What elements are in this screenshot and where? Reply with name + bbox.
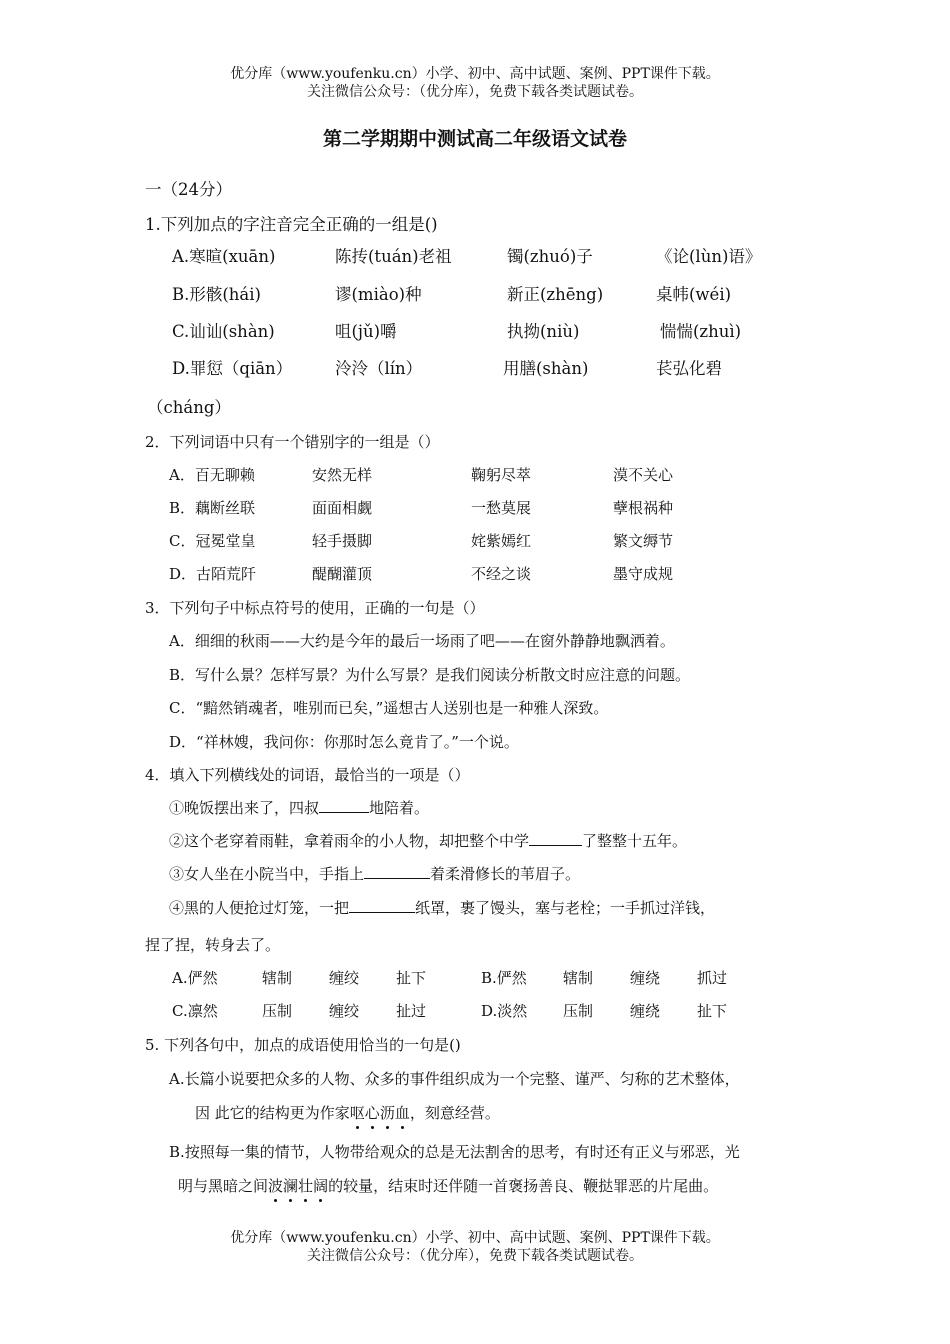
q1-d2: 泠泠（lín） [335,359,423,378]
section-heading: 一（24分） [145,180,232,199]
q1-c4: 惴惴(zhuì) [660,322,742,341]
q1-a3: 镯(zhuó)子 [507,247,593,266]
q5-option-a-line-2 [195,1102,500,1123]
q4-blank-3 [364,864,430,879]
q4-s4-part-b: 纸罩，裹了馒头，塞与老栓；一手抓过洋钱， [415,899,716,917]
q5-b2-part-b: 的较量，结束时还伴随一首褒扬善良、鞭挞罪恶的片尾曲。 [328,1177,719,1195]
q4-blank-1 [319,798,369,813]
q2-d2: 醍醐灌顶 [312,565,373,583]
q4-opt-r2-6: 压制 [563,1002,594,1020]
q2-a2: 安然无样 [312,466,373,484]
q1-tail: （cháng） [147,398,231,417]
q4-sentence-4 [169,897,715,918]
q1-d4: 苌弘化碧 [656,359,722,378]
q4-opt-r2-4: 扯过 [396,1002,427,1020]
q2-b3: 一愁莫展 [471,499,532,517]
q5-a-idiom-text: 呕心沥血 [349,1104,410,1122]
q4-sentence-2 [169,830,687,851]
q5-b2-part-a: 明与黑暗之间 [178,1177,269,1195]
q2-d3: 不经之谈 [471,565,532,583]
q1-d3: 用膳(shàn) [503,359,589,378]
q4-sentence-1 [169,797,429,818]
q1-a2: 陈抟(tuán)老祖 [335,247,452,266]
q5-option-a-line-1: A.长篇小说要把众多的人物、众多的事件组织成为一个完整、谨严、匀称的艺术整体， [169,1070,740,1088]
q4-opt-r1-4: 扯下 [396,969,427,987]
q4-opt-r1-2: 辖制 [262,969,293,987]
q2-a3: 鞠躬尽萃 [471,466,532,484]
q1-b1: B.形骸(hái) [172,285,261,304]
q4-s3-part-b: 着柔滑修长的苇眉子。 [430,865,581,883]
q4-s2-part-b: 了整整十五年。 [582,832,688,850]
q2-a4: 漠不关心 [613,466,674,484]
q4-opt-r1-3: 缠绞 [329,969,360,987]
footer-line-1: 优分库（www.youfenku.cn）小学、初中、高中试题、案例、PPT课件下载。 [230,1230,720,1246]
q1-a4: 《论(lùn)语》 [656,247,762,266]
q4-opt-r1-7: 缠绕 [630,969,661,987]
q4-stem: 4．填入下列横线处的词语，最恰当的一项是（） [145,766,470,784]
q3-option-c: C．“黯然销魂者，唯别而已矣，”遥想古人送别也是一种雅人深致。 [169,699,609,717]
q4-opt-r2-3: 缠绞 [329,1002,360,1020]
q5-option-b-line-2 [178,1175,718,1196]
q1-a1: A.寒暄(xuān) [172,247,276,266]
q3-stem: 3．下列句子中标点符号的使用，正确的一句是（） [145,599,485,617]
q4-opt-r1-6: 辖制 [563,969,594,987]
q4-opt-r1-1: A.俨然 [172,969,218,987]
q5-a2-part-b: ，刻意经营。 [409,1104,500,1122]
q2-d4: 墨守成规 [613,565,674,583]
q4-blank-2 [529,831,582,846]
q5-b-idiom-text: 波澜壮阔 [268,1177,329,1195]
q4-opt-r2-5: D.淡然 [481,1002,528,1020]
q2-c2: 轻手摄脚 [312,532,373,550]
q3-option-b: B．写什么景？怎样写景？为什么写景？是我们阅读分析散文时应注意的问题。 [169,666,691,684]
q3-option-a: A．细细的秋雨——大约是今年的最后一场雨了吧——在窗外静静地飘洒着。 [169,632,675,650]
q2-c1: C．冠冕堂皇 [169,532,256,550]
q2-d1: D．古陌荒阡 [169,565,257,583]
q4-s3-part-a: ③女人坐在小院当中，手指上 [169,865,365,883]
header-line-1: 优分库（www.youfenku.cn）小学、初中、高中试题、案例、PPT课件下载。 [230,66,720,82]
q1-d1: D.罪愆（qiān） [172,359,293,378]
q4-s1-part-a: ①晚饭摆出来了，四叔 [169,799,320,817]
q4-opt-r1-5: B.俨然 [481,969,527,987]
q4-sentence-4-cont: 捏了捏，转身去了。 [145,936,281,954]
q4-s1-part-b: 地陪着。 [369,799,430,817]
footer-line-2: 关注微信公众号：（优分库），免费下载各类试题试卷。 [307,1248,643,1264]
q1-b4: 桌帏(wéi) [656,285,732,304]
q5-stem: 5. 下列各句中，加点的成语使用恰当的一句是() [145,1036,461,1054]
q2-a1: A．百无聊赖 [169,466,255,484]
page-title: 第二学期期中测试高二年级语文试卷 [322,128,627,150]
q3-option-d: D．“祥林嫂，我问你：你那时怎么竟肯了。”一个说。 [169,733,519,751]
q5-option-b-line-1: B.按照每一集的情节，人物带给观众的总是无法割舍的思考，有时还有正义与邪恶，光 [169,1143,740,1161]
q4-sentence-3 [169,863,580,884]
q1-b2: 谬(miào)种 [335,285,422,304]
q2-c4: 繁文缛节 [613,532,674,550]
q2-c3: 姹紫嫣红 [471,532,532,550]
header-line-2: 关注微信公众号：（优分库），免费下载各类试题试卷。 [307,84,643,100]
q2-b1: B．藕断丝联 [169,499,256,517]
q4-opt-r2-2: 压制 [262,1002,293,1020]
q4-opt-r2-1: C.凛然 [172,1002,218,1020]
q2-stem: 2．下列词语中只有一个错别字的一组是（） [145,433,440,451]
q4-opt-r1-8: 抓过 [697,969,728,987]
q4-opt-r2-7: 缠绕 [630,1002,661,1020]
q1-stem: 1.下列加点的字注音完全正确的一组是() [145,215,438,234]
q5-a-idiom [350,1104,410,1122]
q4-s2-part-a: ②这个老穿着雨鞋，拿着雨伞的小人物，却把整个中学 [169,832,530,850]
q1-b3: 新正(zhēng) [507,285,604,304]
q1-c2: 咀(jǔ)嚼 [335,322,397,341]
q2-b4: 孽根祸种 [613,499,674,517]
q4-blank-4 [349,898,415,913]
q5-a2-part-a: 因 此它的结构更为作家 [195,1104,350,1122]
q2-b2: 面面相觑 [312,499,373,517]
q4-opt-r2-8: 扯下 [697,1002,728,1020]
q1-c3: 执拗(niù) [507,322,580,341]
q1-c1: C.讪讪(shàn) [172,322,275,341]
q4-s4-part-a: ④黑的人便抢过灯笼，一把 [169,899,350,917]
